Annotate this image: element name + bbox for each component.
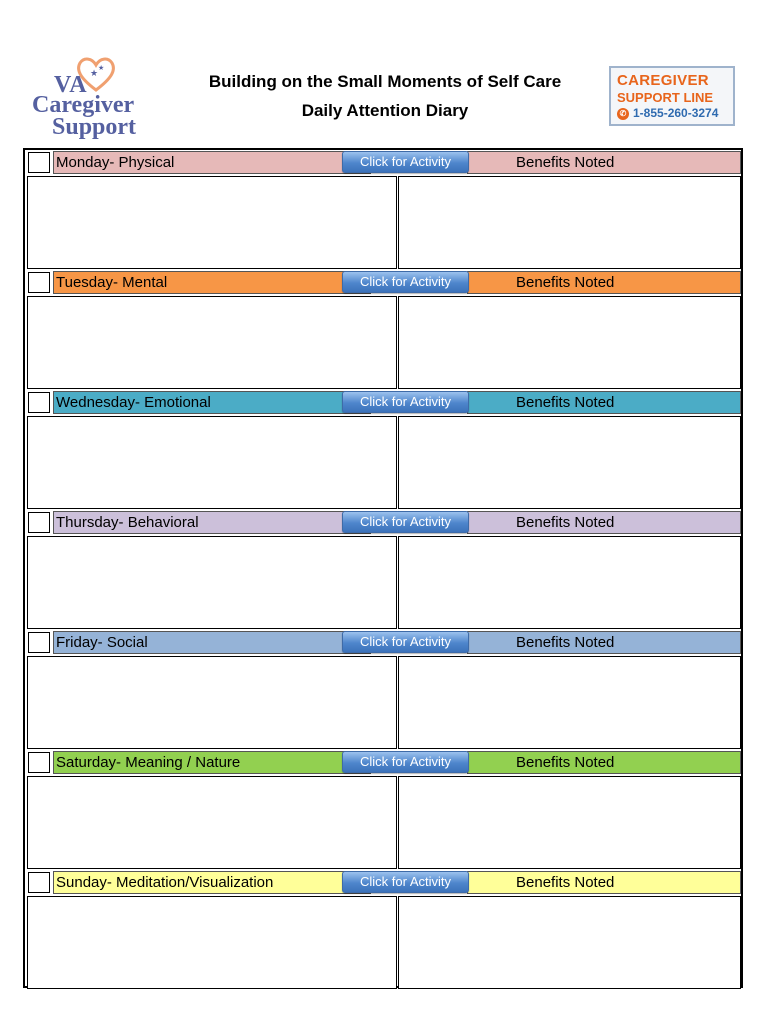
day-section-tuesday bbox=[25, 270, 741, 390]
support-phone-number: 1-855-260-3274 bbox=[633, 106, 719, 120]
daily-attention-diary bbox=[23, 148, 743, 988]
day-checkbox[interactable] bbox=[28, 392, 50, 413]
page-subtitle: Daily Attention Diary bbox=[301, 101, 469, 120]
click-for-activity-button[interactable]: Click for Activity bbox=[342, 271, 469, 293]
click-for-activity-button[interactable]: Click for Activity bbox=[342, 871, 469, 893]
day-header bbox=[25, 390, 741, 414]
page-title: Building on the Small Moments of Self Care bbox=[208, 72, 562, 91]
day-label: Friday- Social bbox=[53, 631, 371, 654]
click-for-activity-button[interactable]: Click for Activity bbox=[342, 391, 469, 413]
svg-text:★: ★ bbox=[90, 69, 99, 79]
day-section-saturday bbox=[25, 750, 741, 870]
activity-notes-field[interactable] bbox=[27, 176, 397, 269]
benefits-noted-header: Benefits Noted bbox=[467, 751, 741, 774]
benefits-notes-field[interactable] bbox=[398, 896, 741, 989]
day-label: Sunday- Meditation/Visualization bbox=[53, 871, 371, 894]
day-section-monday bbox=[25, 150, 741, 270]
activity-notes-field[interactable] bbox=[27, 536, 397, 629]
benefits-notes-field[interactable] bbox=[398, 176, 741, 269]
day-section-friday bbox=[25, 630, 741, 750]
day-checkbox[interactable] bbox=[28, 272, 50, 293]
benefits-noted-header: Benefits Noted bbox=[467, 631, 741, 654]
benefits-noted-header: Benefits Noted bbox=[467, 271, 741, 294]
click-for-activity-button[interactable]: Click for Activity bbox=[342, 631, 469, 653]
day-header bbox=[25, 630, 741, 654]
day-header bbox=[25, 750, 741, 774]
svg-text:★: ★ bbox=[98, 64, 105, 72]
benefits-noted-header: Benefits Noted bbox=[467, 391, 741, 414]
day-label: Wednesday- Emotional bbox=[53, 391, 371, 414]
click-for-activity-button[interactable]: Click for Activity bbox=[342, 511, 469, 533]
activity-notes-field[interactable] bbox=[27, 416, 397, 509]
day-checkbox[interactable] bbox=[28, 752, 50, 773]
benefits-noted-header: Benefits Noted bbox=[467, 151, 741, 174]
click-for-activity-button[interactable]: Click for Activity bbox=[342, 151, 469, 173]
day-label: Monday- Physical bbox=[53, 151, 371, 174]
benefits-notes-field[interactable] bbox=[398, 776, 741, 869]
logo-caregiver-text: CAREGIVER bbox=[617, 72, 709, 89]
day-section-sunday bbox=[25, 870, 741, 990]
logo-support-line-text: SUPPORT LINE bbox=[617, 90, 714, 105]
day-header bbox=[25, 510, 741, 534]
day-checkbox[interactable] bbox=[28, 512, 50, 533]
benefits-noted-header: Benefits Noted bbox=[467, 871, 741, 894]
activity-notes-field[interactable] bbox=[27, 776, 397, 869]
day-label: Thursday- Behavioral bbox=[53, 511, 371, 534]
activity-notes-field[interactable] bbox=[27, 896, 397, 989]
day-header bbox=[25, 870, 741, 894]
activity-notes-field[interactable] bbox=[27, 656, 397, 749]
benefits-notes-field[interactable] bbox=[398, 416, 741, 509]
va-caregiver-support-logo bbox=[30, 54, 160, 138]
logo-va-text: VA bbox=[54, 72, 88, 98]
day-header bbox=[25, 150, 741, 174]
day-checkbox[interactable] bbox=[28, 152, 50, 173]
logo-support-text: Support bbox=[52, 114, 137, 140]
logo-caregiver-text: Caregiver bbox=[32, 92, 135, 118]
day-section-thursday bbox=[25, 510, 741, 630]
benefits-noted-header: Benefits Noted bbox=[467, 511, 741, 534]
benefits-notes-field[interactable] bbox=[398, 296, 741, 389]
day-label: Saturday- Meaning / Nature bbox=[53, 751, 371, 774]
day-checkbox[interactable] bbox=[28, 872, 50, 893]
benefits-notes-field[interactable] bbox=[398, 656, 741, 749]
day-header bbox=[25, 270, 741, 294]
day-label: Tuesday- Mental bbox=[53, 271, 371, 294]
day-section-wednesday bbox=[25, 390, 741, 510]
caregiver-support-line-logo bbox=[609, 66, 735, 126]
click-for-activity-button[interactable]: Click for Activity bbox=[342, 751, 469, 773]
benefits-notes-field[interactable] bbox=[398, 536, 741, 629]
activity-notes-field[interactable] bbox=[27, 296, 397, 389]
day-checkbox[interactable] bbox=[28, 632, 50, 653]
phone-icon: ✆ bbox=[617, 108, 629, 120]
